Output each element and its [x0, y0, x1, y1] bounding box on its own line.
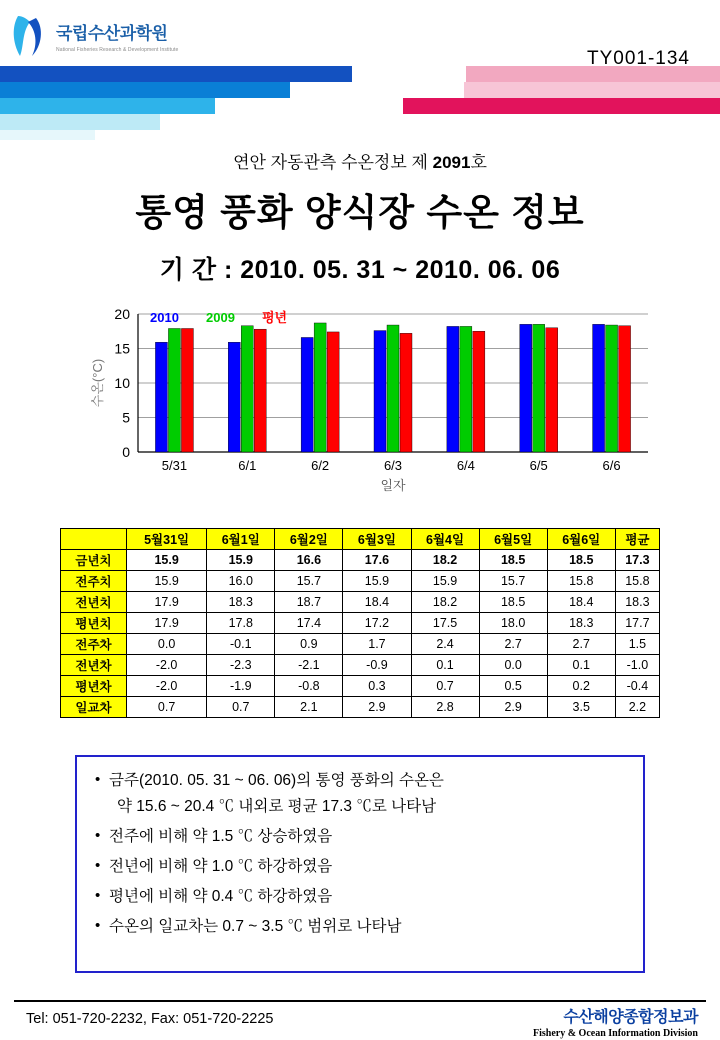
table-col-header: 6월3일: [343, 529, 411, 550]
table-cell: 0.5: [479, 676, 547, 697]
table-cell: 0.9: [275, 634, 343, 655]
table-col-header: 평균: [615, 529, 659, 550]
chart-bar: [460, 326, 472, 452]
chart-bar: [619, 326, 631, 452]
table-cell: 17.6: [343, 550, 411, 571]
table-cell: 0.1: [411, 655, 479, 676]
chart-svg: [60, 300, 660, 500]
chart-x-tick-label: 6/5: [529, 458, 548, 473]
chart-bar: [327, 332, 339, 452]
table-cell: 17.5: [411, 613, 479, 634]
chart-bar: [254, 329, 266, 452]
subtitle-suffix: 호: [470, 153, 487, 172]
table-cell: 17.8: [207, 613, 275, 634]
decor-bar-pink-2: [464, 82, 720, 98]
table-cell: 0.7: [411, 676, 479, 697]
chart-bar: [520, 324, 532, 452]
logo-title: 국립수산과학원: [56, 24, 168, 43]
table-cell: 17.2: [343, 613, 411, 634]
summary-line-3: • 전주에 비해 약 1.5 ℃ 상승하였음: [95, 827, 625, 848]
table-cell: 15.7: [479, 571, 547, 592]
chart-bar: [473, 331, 485, 452]
table-cell: 15.9: [411, 571, 479, 592]
table-header-row: [61, 529, 660, 550]
table-cell: 17.7: [615, 613, 659, 634]
chart-bar: [155, 342, 167, 452]
table-row-header: 금년치: [61, 550, 127, 571]
footer-divider: [14, 1000, 706, 1002]
institute-logo: [10, 8, 190, 64]
decor-bar-blue-2: [0, 82, 290, 98]
table-cell: 0.7: [207, 697, 275, 718]
table-cell: -1.9: [207, 676, 275, 697]
chart-bar: [387, 325, 399, 452]
table-cell: 17.4: [275, 613, 343, 634]
chart-y-axis-label: 수온(°C): [90, 358, 105, 408]
chart-legend-item: 평년: [262, 310, 288, 325]
table-row-header: 전년차: [61, 655, 127, 676]
table-row-header: 전주차: [61, 634, 127, 655]
table-row-header: 평년치: [61, 613, 127, 634]
chart-bar: [301, 337, 313, 452]
table-row: [61, 550, 660, 571]
page-header: [0, 0, 720, 140]
table-cell: 2.1: [275, 697, 343, 718]
table-cell: 15.9: [127, 550, 207, 571]
footer-org-en: Fishery & Ocean Information Division: [533, 1028, 698, 1039]
table-cell: 2.7: [479, 634, 547, 655]
data-table-container: [60, 528, 660, 718]
footer-org-ko: 수산해양종합정보과: [563, 1009, 698, 1026]
table-cell: 17.9: [127, 613, 207, 634]
chart-bar: [168, 328, 180, 452]
table-cell: 2.2: [615, 697, 659, 718]
table-cell: 16.6: [275, 550, 343, 571]
chart-y-tick-label: 15: [114, 340, 130, 357]
chart-x-axis-label: 일자: [380, 478, 406, 493]
decor-bar-blue-5: [0, 130, 95, 140]
table-corner-cell: [61, 529, 127, 550]
table-row-header: 평년차: [61, 676, 127, 697]
table-cell: 1.7: [343, 634, 411, 655]
table-cell: 18.5: [547, 550, 615, 571]
table-cell: 18.2: [411, 592, 479, 613]
table-cell: 18.2: [411, 550, 479, 571]
chart-bar: [181, 328, 193, 452]
report-subtitle: [0, 148, 720, 173]
table-cell: 0.2: [547, 676, 615, 697]
table-row: [61, 697, 660, 718]
table-cell: 15.8: [547, 571, 615, 592]
table-cell: 2.7: [547, 634, 615, 655]
table-row-header: 일교차: [61, 697, 127, 718]
chart-x-tick-label: 6/2: [311, 458, 330, 473]
chart-bar: [606, 325, 618, 452]
table-cell: -0.4: [615, 676, 659, 697]
table-cell: 0.0: [479, 655, 547, 676]
table-row: [61, 634, 660, 655]
period-label: 기 간 : 2010. 05. 31 ~ 2010. 06. 06: [159, 256, 561, 284]
chart-y-tick-label: 5: [122, 409, 130, 426]
temperature-data-table: [60, 528, 660, 718]
table-cell: 18.4: [547, 592, 615, 613]
table-cell: 0.1: [547, 655, 615, 676]
summary-line-6: • 수온의 일교차는 0.7 ~ 3.5 ℃ 범위로 나타남: [95, 917, 625, 938]
table-cell: -2.0: [127, 676, 207, 697]
chart-bar: [314, 323, 326, 452]
table-cell: 17.9: [127, 592, 207, 613]
table-cell: -2.1: [275, 655, 343, 676]
temperature-bar-chart: [60, 300, 660, 500]
table-cell: 17.3: [615, 550, 659, 571]
table-head: [61, 529, 660, 550]
table-cell: 15.7: [275, 571, 343, 592]
table-cell: 15.8: [615, 571, 659, 592]
table-col-header: 6월4일: [411, 529, 479, 550]
table-row: [61, 613, 660, 634]
table-cell: -2.3: [207, 655, 275, 676]
table-cell: 0.7: [127, 697, 207, 718]
chart-bar: [546, 328, 558, 452]
table-col-header: 6월6일: [547, 529, 615, 550]
chart-legend-item: 2010: [150, 310, 179, 325]
table-cell: -0.8: [275, 676, 343, 697]
summary-line-1: • 금주(2010. 05. 31 ~ 06. 06)의 통영 풍화의 수온은: [95, 771, 625, 792]
table-cell: 18.0: [479, 613, 547, 634]
table-cell: 16.0: [207, 571, 275, 592]
subtitle-prefix: 연안 자동관측 수온정보 제: [233, 153, 433, 172]
fish-wave-icon: [10, 12, 50, 60]
page-title: 통영 풍화 양식장 수온 정보: [135, 192, 585, 233]
table-col-header: 6월2일: [275, 529, 343, 550]
table-row: [61, 592, 660, 613]
chart-x-tick-label: 5/31: [161, 458, 188, 473]
decor-bar-blue-3: [0, 98, 215, 114]
table-row: [61, 655, 660, 676]
table-cell: 18.3: [547, 613, 615, 634]
table-cell: 2.4: [411, 634, 479, 655]
chart-bar: [533, 324, 545, 452]
table-cell: -0.9: [343, 655, 411, 676]
table-row-header: 전주치: [61, 571, 127, 592]
table-col-header: 6월5일: [479, 529, 547, 550]
chart-x-tick-label: 6/4: [456, 458, 475, 473]
table-row: [61, 571, 660, 592]
table-cell: 0.3: [343, 676, 411, 697]
chart-y-tick-label: 0: [122, 444, 130, 460]
chart-bar: [374, 331, 386, 452]
table-cell: 18.5: [479, 592, 547, 613]
chart-x-tick-label: 6/6: [602, 458, 621, 473]
table-cell: 18.5: [479, 550, 547, 571]
chart-legend-item: 2009: [206, 310, 235, 325]
subtitle-number: 2091: [432, 153, 471, 172]
chart-bar: [228, 342, 240, 452]
table-col-header: 5월31일: [127, 529, 207, 550]
chart-bar: [447, 326, 459, 452]
table-cell: 15.9: [207, 550, 275, 571]
footer-contact: Tel: 051-720-2232, Fax: 051-720-2225: [26, 1011, 274, 1027]
table-cell: -2.0: [127, 655, 207, 676]
decor-bar-blue-1: [0, 66, 352, 82]
decor-bar-blue-4: [0, 114, 160, 130]
decor-bar-magenta: [403, 98, 720, 114]
summary-line-4: • 전년에 비해 약 1.0 ℃ 하강하였음: [95, 857, 625, 878]
chart-bar: [241, 326, 253, 452]
table-col-header: 6월1일: [207, 529, 275, 550]
table-body: [61, 550, 660, 718]
chart-bar: [593, 324, 605, 452]
logo-subtitle: National Fisheries Research & Development Institute: [56, 47, 179, 53]
table-cell: 1.5: [615, 634, 659, 655]
table-row: [61, 676, 660, 697]
chart-bar: [400, 333, 412, 452]
footer-organization: [533, 1004, 698, 1039]
table-cell: -1.0: [615, 655, 659, 676]
table-cell: 18.4: [343, 592, 411, 613]
table-row-header: 전년치: [61, 592, 127, 613]
summary-line-2: 약 15.6 ~ 20.4 ℃ 내외로 평균 17.3 ℃로 나타남: [117, 797, 437, 815]
table-cell: 2.8: [411, 697, 479, 718]
table-cell: -0.1: [207, 634, 275, 655]
summary-line-5: • 평년에 비해 약 0.4 ℃ 하강하였음: [95, 887, 625, 908]
table-cell: 2.9: [343, 697, 411, 718]
chart-x-tick-label: 6/1: [238, 458, 257, 473]
summary-box: [75, 755, 645, 973]
table-cell: 18.7: [275, 592, 343, 613]
table-cell: 3.5: [547, 697, 615, 718]
table-cell: 2.9: [479, 697, 547, 718]
chart-x-tick-label: 6/3: [383, 458, 403, 473]
table-cell: 0.0: [127, 634, 207, 655]
table-cell: 15.9: [343, 571, 411, 592]
chart-y-tick-label: 20: [114, 306, 130, 322]
table-cell: 18.3: [615, 592, 659, 613]
document-code: TY001-134: [586, 48, 690, 69]
table-cell: 15.9: [127, 571, 207, 592]
table-cell: 18.3: [207, 592, 275, 613]
chart-y-tick-label: 10: [114, 375, 130, 391]
